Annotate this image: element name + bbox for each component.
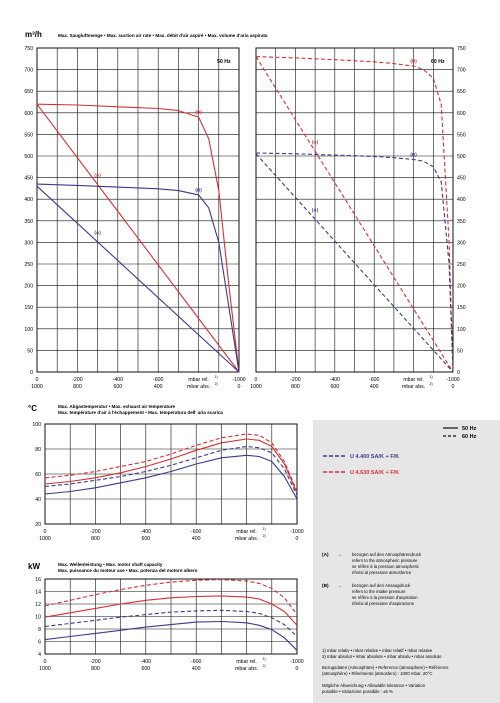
note-a-line-1: bezogen auf den Atmosphärendruck	[352, 552, 422, 557]
y-tick-label: 100	[457, 326, 466, 333]
unit-label-bot: kW	[28, 562, 40, 571]
y-tick-label: 4	[38, 652, 41, 658]
y-tick-label: 50	[457, 348, 463, 355]
y-tick-label: 550	[457, 132, 466, 139]
x-tick-label-abs: 400	[153, 384, 163, 390]
x-tick-label-abs: 0	[295, 666, 299, 672]
y-tick-label: 200	[457, 283, 466, 290]
x-tick-label-abs: 800	[91, 536, 100, 542]
chart-panel-1	[250, 46, 466, 390]
x-axis-label-abs: mbar abs.	[187, 384, 211, 390]
y-tick-label: 100	[32, 422, 41, 428]
x-axis-label-abs: mbar abs.	[235, 666, 259, 672]
x-tick-label-rel: -200	[90, 659, 101, 665]
y-tick-label: 0	[30, 370, 33, 376]
x-tick-label-rel: 0	[254, 377, 258, 383]
x-tick-label-rel: -600	[369, 377, 380, 383]
y-tick-label: 100	[24, 326, 33, 333]
y-tick-label: 550	[24, 132, 33, 139]
note-b-line-4: riferisi al pressione d'aspirazione	[352, 601, 415, 606]
x-tick-label-rel: -1000	[232, 377, 246, 383]
y-tick-label: 200	[24, 283, 33, 290]
x-tick-label-rel: -400	[140, 659, 151, 665]
y-tick-label: 250	[24, 262, 33, 268]
x-tick-label-abs: 400	[369, 384, 379, 390]
x-tick-label-rel: -400	[329, 377, 340, 383]
x-axis-label-abs-sup: 2)	[429, 382, 433, 386]
footnote-abs: 2) mbar absolut • mbar absolute • mbar absolu • mbar assoluto	[322, 654, 442, 659]
x-tick-label-rel: 0	[43, 529, 47, 535]
x-tick-label-abs: 600	[141, 536, 151, 542]
x-tick-label-rel: -200	[72, 377, 83, 383]
note-a-line-2: refers to the atmospheric pressure	[352, 558, 418, 563]
x-tick-label-rel: -200	[90, 529, 101, 535]
section-title-power-1: Max. Wellenleistung • Max. motor shaft capacity	[58, 562, 163, 567]
y-tick-label: 600	[457, 110, 466, 117]
curve-annotation-b: (B)	[195, 109, 202, 115]
y-tick-label: 150	[457, 305, 466, 312]
x-axis-label-abs-sup: 2)	[262, 664, 266, 668]
y-tick-label: 8	[38, 627, 41, 633]
chart-panel-2	[32, 422, 303, 542]
reference-line-2: (atmosphère) • Riferimento (atmosfero) : 1000 mbar, 20°C	[322, 671, 433, 676]
x-axis-label-abs-sup: 2)	[262, 534, 266, 538]
x-tick-label-abs: 600	[330, 384, 340, 390]
y-tick-label: 300	[457, 240, 466, 247]
y-tick-label: 6	[38, 639, 41, 646]
y-tick-label: 500	[457, 154, 466, 160]
y-tick-label: 14	[35, 589, 41, 596]
section-title-temperature-2: Max. température d'air à l'échappement • Max. temperatura dell' aria scarica	[58, 410, 223, 415]
x-axis-label-abs: mbar abs.	[235, 536, 259, 542]
y-tick-label: 400	[24, 197, 33, 204]
y-tick-label: 20	[35, 522, 41, 528]
curve-annotation-b: (B)	[410, 58, 417, 64]
x-tick-label-abs: 400	[191, 666, 201, 672]
x-tick-label-rel: 0	[35, 377, 39, 383]
legend-50hz-label: 50 Hz	[462, 426, 477, 432]
y-tick-label: 0	[457, 370, 460, 376]
note-b-line-2: refers to the intake pressure	[352, 589, 406, 594]
x-tick-label-rel: -200	[290, 377, 301, 383]
chart-panel-0	[24, 46, 245, 390]
x-tick-label-abs: 800	[291, 384, 300, 390]
x-tick-label-rel: -1000	[446, 377, 460, 383]
note-a-arrow: →	[337, 552, 342, 558]
y-tick-label: 50	[27, 348, 33, 355]
note-a-mark: (A)	[322, 553, 329, 558]
section-title-temperature-1: Max. Abgastemperatur • Max. exhaust air temperature	[58, 404, 176, 409]
x-tick-label-abs: 0	[237, 384, 241, 390]
x-tick-label-rel: -600	[191, 659, 202, 665]
legend-blue-label: U 4.400 SA/K + F/K	[350, 454, 400, 460]
y-tick-label: 750	[457, 46, 466, 52]
y-tick-label: 400	[457, 197, 466, 204]
x-tick-label-rel: -600	[191, 529, 202, 535]
y-tick-label: 10	[35, 614, 41, 621]
section-title-airflow: Max. Saugluftmenge • Max. suction air rate • Max. débit d'air aspiré • Max. volume d'aria aspirata	[58, 33, 268, 38]
x-tick-label-abs: 600	[141, 666, 151, 672]
x-axis-label-rel: mbar rel.	[188, 377, 209, 383]
y-tick-label: 500	[24, 154, 33, 160]
x-tick-label-abs: 0	[295, 536, 299, 542]
chart-panel-3	[35, 577, 304, 672]
curve-annotation-b: (B)	[410, 152, 417, 157]
x-tick-label-abs: 1000	[31, 384, 43, 390]
x-tick-label-rel: -400	[140, 529, 151, 535]
x-tick-label-abs: 1000	[39, 536, 51, 542]
tolerance-line-2: possible • Variazione possibile : ±5 %	[322, 689, 393, 694]
note-a-line-4: riferisi al pressione atmosferice	[352, 570, 412, 575]
x-tick-label-rel: -1000	[290, 659, 304, 665]
x-tick-label-rel: -1000	[290, 529, 304, 535]
y-tick-label: 700	[457, 67, 466, 74]
x-tick-label-abs: 1000	[39, 666, 51, 672]
y-tick-label: 350	[457, 218, 466, 225]
x-tick-label-abs: 400	[191, 536, 201, 542]
note-b-line-3: se réfère à la pression d'aspiration	[352, 595, 418, 600]
x-axis-label-rel-sup: 1)	[429, 375, 433, 379]
x-axis-label-rel: mbar rel.	[236, 659, 257, 665]
y-tick-label: 250	[457, 262, 466, 268]
unit-label-top: m³/h	[25, 30, 42, 39]
legend-60hz-label: 60 Hz	[462, 434, 477, 440]
panel-frequency-label: 50 Hz	[217, 59, 231, 65]
x-tick-label-rel: -400	[112, 377, 123, 383]
y-tick-label: 650	[457, 89, 466, 96]
x-axis-label-rel: mbar rel.	[403, 377, 424, 383]
y-tick-label: 600	[24, 110, 33, 117]
tolerance-line-1: Mögliche Abweichung • Allowable tolerance • Variation	[322, 683, 426, 688]
x-tick-label-abs: 800	[91, 666, 100, 672]
x-tick-label-abs: 800	[73, 384, 82, 390]
note-b-mark: (B)	[322, 584, 329, 589]
x-tick-label-abs: 0	[451, 384, 455, 390]
curve-annotation-a: (A)	[311, 207, 319, 213]
x-tick-label-rel: -600	[153, 377, 164, 383]
y-tick-label: 650	[24, 89, 33, 96]
y-tick-label: 300	[24, 240, 33, 247]
y-tick-label: 450	[24, 175, 33, 182]
y-tick-label: 750	[24, 46, 33, 52]
reference-line-1: Bezugsdaten (Atmosphäre) • Reference (atmosphere) • Référence	[322, 665, 449, 670]
y-tick-label: 16	[35, 577, 41, 583]
section-title-power-2: Max. puissance du moteur axe • Max. potenza del motore albero	[58, 568, 198, 573]
curve-annotation-a: (A)	[311, 139, 319, 145]
x-axis-label-rel-sup: 1)	[214, 375, 218, 379]
x-tick-label-rel: 0	[43, 659, 47, 665]
x-axis-label-abs-sup: 2)	[214, 382, 218, 386]
curve-annotation-a: (A)	[94, 172, 101, 178]
y-tick-label: 60	[35, 472, 41, 478]
note-b-arrow: →	[337, 583, 342, 589]
y-tick-label: 350	[24, 218, 33, 225]
x-axis-label-rel-sup: 1)	[262, 527, 266, 531]
y-tick-label: 700	[24, 67, 33, 74]
y-tick-label: 80	[35, 447, 41, 453]
y-tick-label: 450	[457, 175, 466, 182]
note-b-line-1: bezogen auf den Ansaugdruck	[352, 583, 411, 588]
x-tick-label-abs: 1000	[250, 384, 262, 390]
curve-annotation-b: (B)	[195, 187, 202, 193]
footnote-rel: 1) mbar relativ • mbar relative • mbar relatif • mbar relative	[322, 648, 433, 653]
legend-red-label: U 4.630 SA/K + F/K	[350, 470, 400, 476]
panel-frequency-label: 60 Hz	[431, 59, 445, 65]
y-tick-label: 150	[24, 305, 33, 312]
curve-annotation-a: (A)	[94, 230, 101, 236]
note-a-line-3: se réfère à la pression atmospheric	[352, 564, 420, 569]
x-axis-label-abs: mbar abs.	[402, 384, 426, 390]
unit-label-mid: °C	[28, 404, 37, 413]
y-tick-label: 40	[35, 497, 41, 503]
x-axis-label-rel-sup: 1)	[262, 657, 266, 661]
x-tick-label-abs: 600	[113, 384, 123, 390]
x-axis-label-rel: mbar rel.	[236, 529, 257, 535]
y-tick-label: 12	[35, 602, 41, 608]
